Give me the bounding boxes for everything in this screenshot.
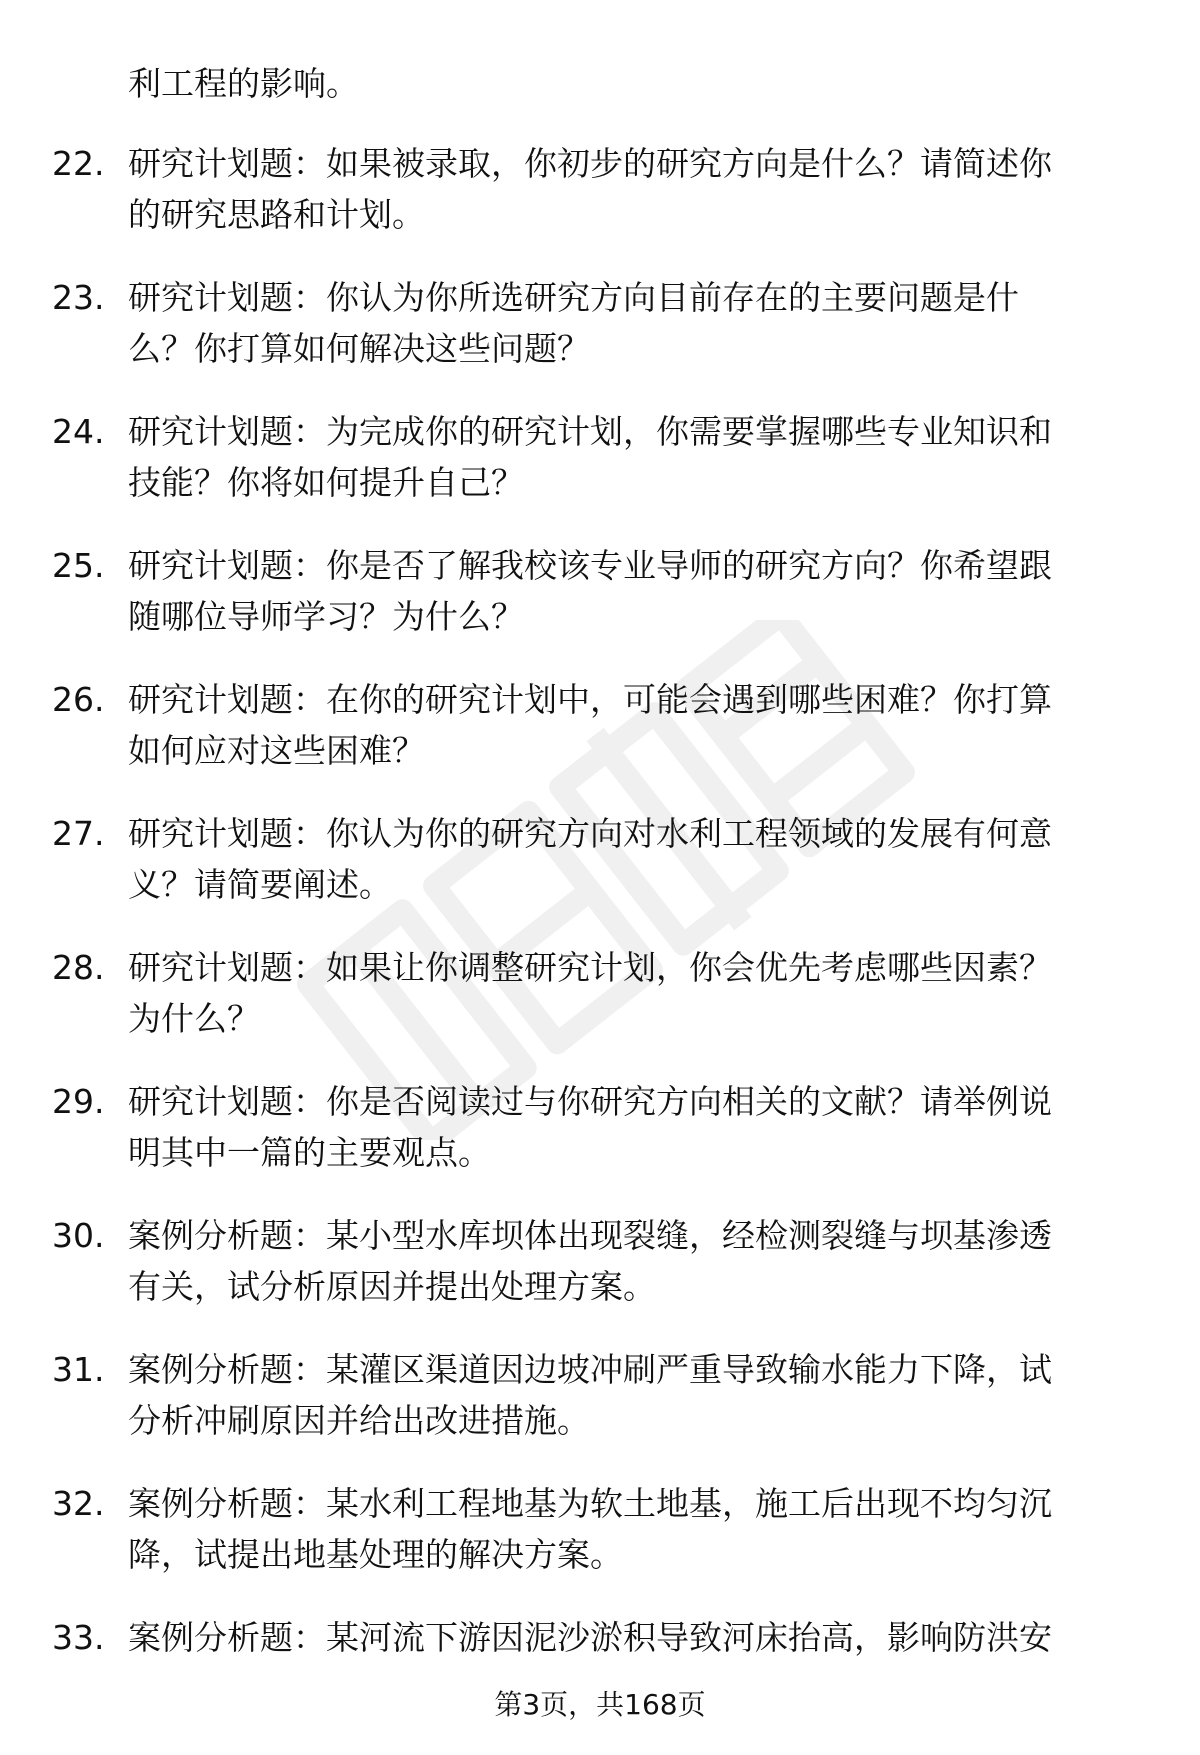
question-item — [0, 542, 1200, 676]
question-text-line: 研究计划题：在你的研究计划中，可能会遇到哪些困难？你打算 — [128, 680, 1052, 719]
question-item — [0, 676, 1200, 810]
question-item — [0, 1212, 1200, 1346]
question-number: 32. — [52, 1484, 105, 1523]
question-text-line: 案例分析题：某河流下游因泥沙淤积导致河床抬高，影响防洪安 — [128, 1618, 1052, 1657]
question-item — [0, 274, 1200, 408]
question-number: 24. — [52, 412, 105, 451]
question-number: 31. — [52, 1350, 105, 1389]
question-number: 29. — [52, 1082, 105, 1121]
question-text-line: 研究计划题：你认为你所选研究方向目前存在的主要问题是什 — [128, 278, 1019, 317]
question-text-line: 降，试提出地基处理的解决方案。 — [128, 1535, 623, 1574]
question-text-line: 如何应对这些困难？ — [128, 731, 425, 770]
question-item — [0, 1346, 1200, 1480]
question-text-line: 研究计划题：你认为你的研究方向对水利工程领域的发展有何意 — [128, 814, 1052, 853]
question-item — [0, 1614, 1200, 1748]
question-text-line: 随哪位导师学习？为什么？ — [128, 597, 524, 636]
question-number: 27. — [52, 814, 105, 853]
question-number: 22. — [52, 144, 105, 183]
question-text-line: 么？你打算如何解决这些问题？ — [128, 329, 590, 368]
question-text-line: 研究计划题：你是否了解我校该专业导师的研究方向？你希望跟 — [128, 546, 1052, 585]
question-text-line: 案例分析题：某小型水库坝体出现裂缝，经检测裂缝与坝基渗透 — [128, 1216, 1052, 1255]
question-number: 33. — [52, 1618, 105, 1657]
question-text-line: 技能？你将如何提升自己？ — [128, 463, 524, 502]
question-item — [0, 408, 1200, 542]
question-number: 25. — [52, 546, 105, 585]
question-number: 30. — [52, 1216, 105, 1255]
question-item — [0, 944, 1200, 1078]
question-number: 26. — [52, 680, 105, 719]
question-text-line: 案例分析题：某灌区渠道因边坡冲刷严重导致输水能力下降，试 — [128, 1350, 1052, 1389]
question-number: 23. — [52, 278, 105, 317]
question-text-line: 案例分析题：某水利工程地基为软土地基，施工后出现不均匀沉 — [128, 1484, 1052, 1523]
question-text-line: 研究计划题：如果让你调整研究计划，你会优先考虑哪些因素？ — [128, 948, 1052, 987]
question-item — [0, 1480, 1200, 1614]
question-number: 28. — [52, 948, 105, 987]
question-item — [0, 1078, 1200, 1212]
question-text-line: 研究计划题：如果被录取，你初步的研究方向是什么？请简述你 — [128, 144, 1052, 183]
question-text-line: 分析冲刷原因并给出改进措施。 — [128, 1401, 590, 1440]
question-text-line: 研究计划题：为完成你的研究计划，你需要掌握哪些专业知识和 — [128, 412, 1052, 451]
page-footer: 第3页，共168页 — [494, 1688, 706, 1721]
question-list — [0, 140, 1200, 1748]
question-item — [0, 140, 1200, 274]
question-text-line: 义？请简要阐述。 — [128, 865, 392, 904]
question-text-line: 研究计划题：你是否阅读过与你研究方向相关的文献？请举例说 — [128, 1082, 1052, 1121]
question-text-line: 明其中一篇的主要观点。 — [128, 1133, 491, 1172]
continued-question-text: 利工程的影响。 — [128, 64, 359, 103]
question-item — [0, 810, 1200, 944]
question-text-line: 为什么？ — [128, 999, 260, 1038]
question-text-line: 的研究思路和计划。 — [128, 195, 425, 234]
question-text-line: 有关，试分析原因并提出处理方案。 — [128, 1267, 656, 1306]
